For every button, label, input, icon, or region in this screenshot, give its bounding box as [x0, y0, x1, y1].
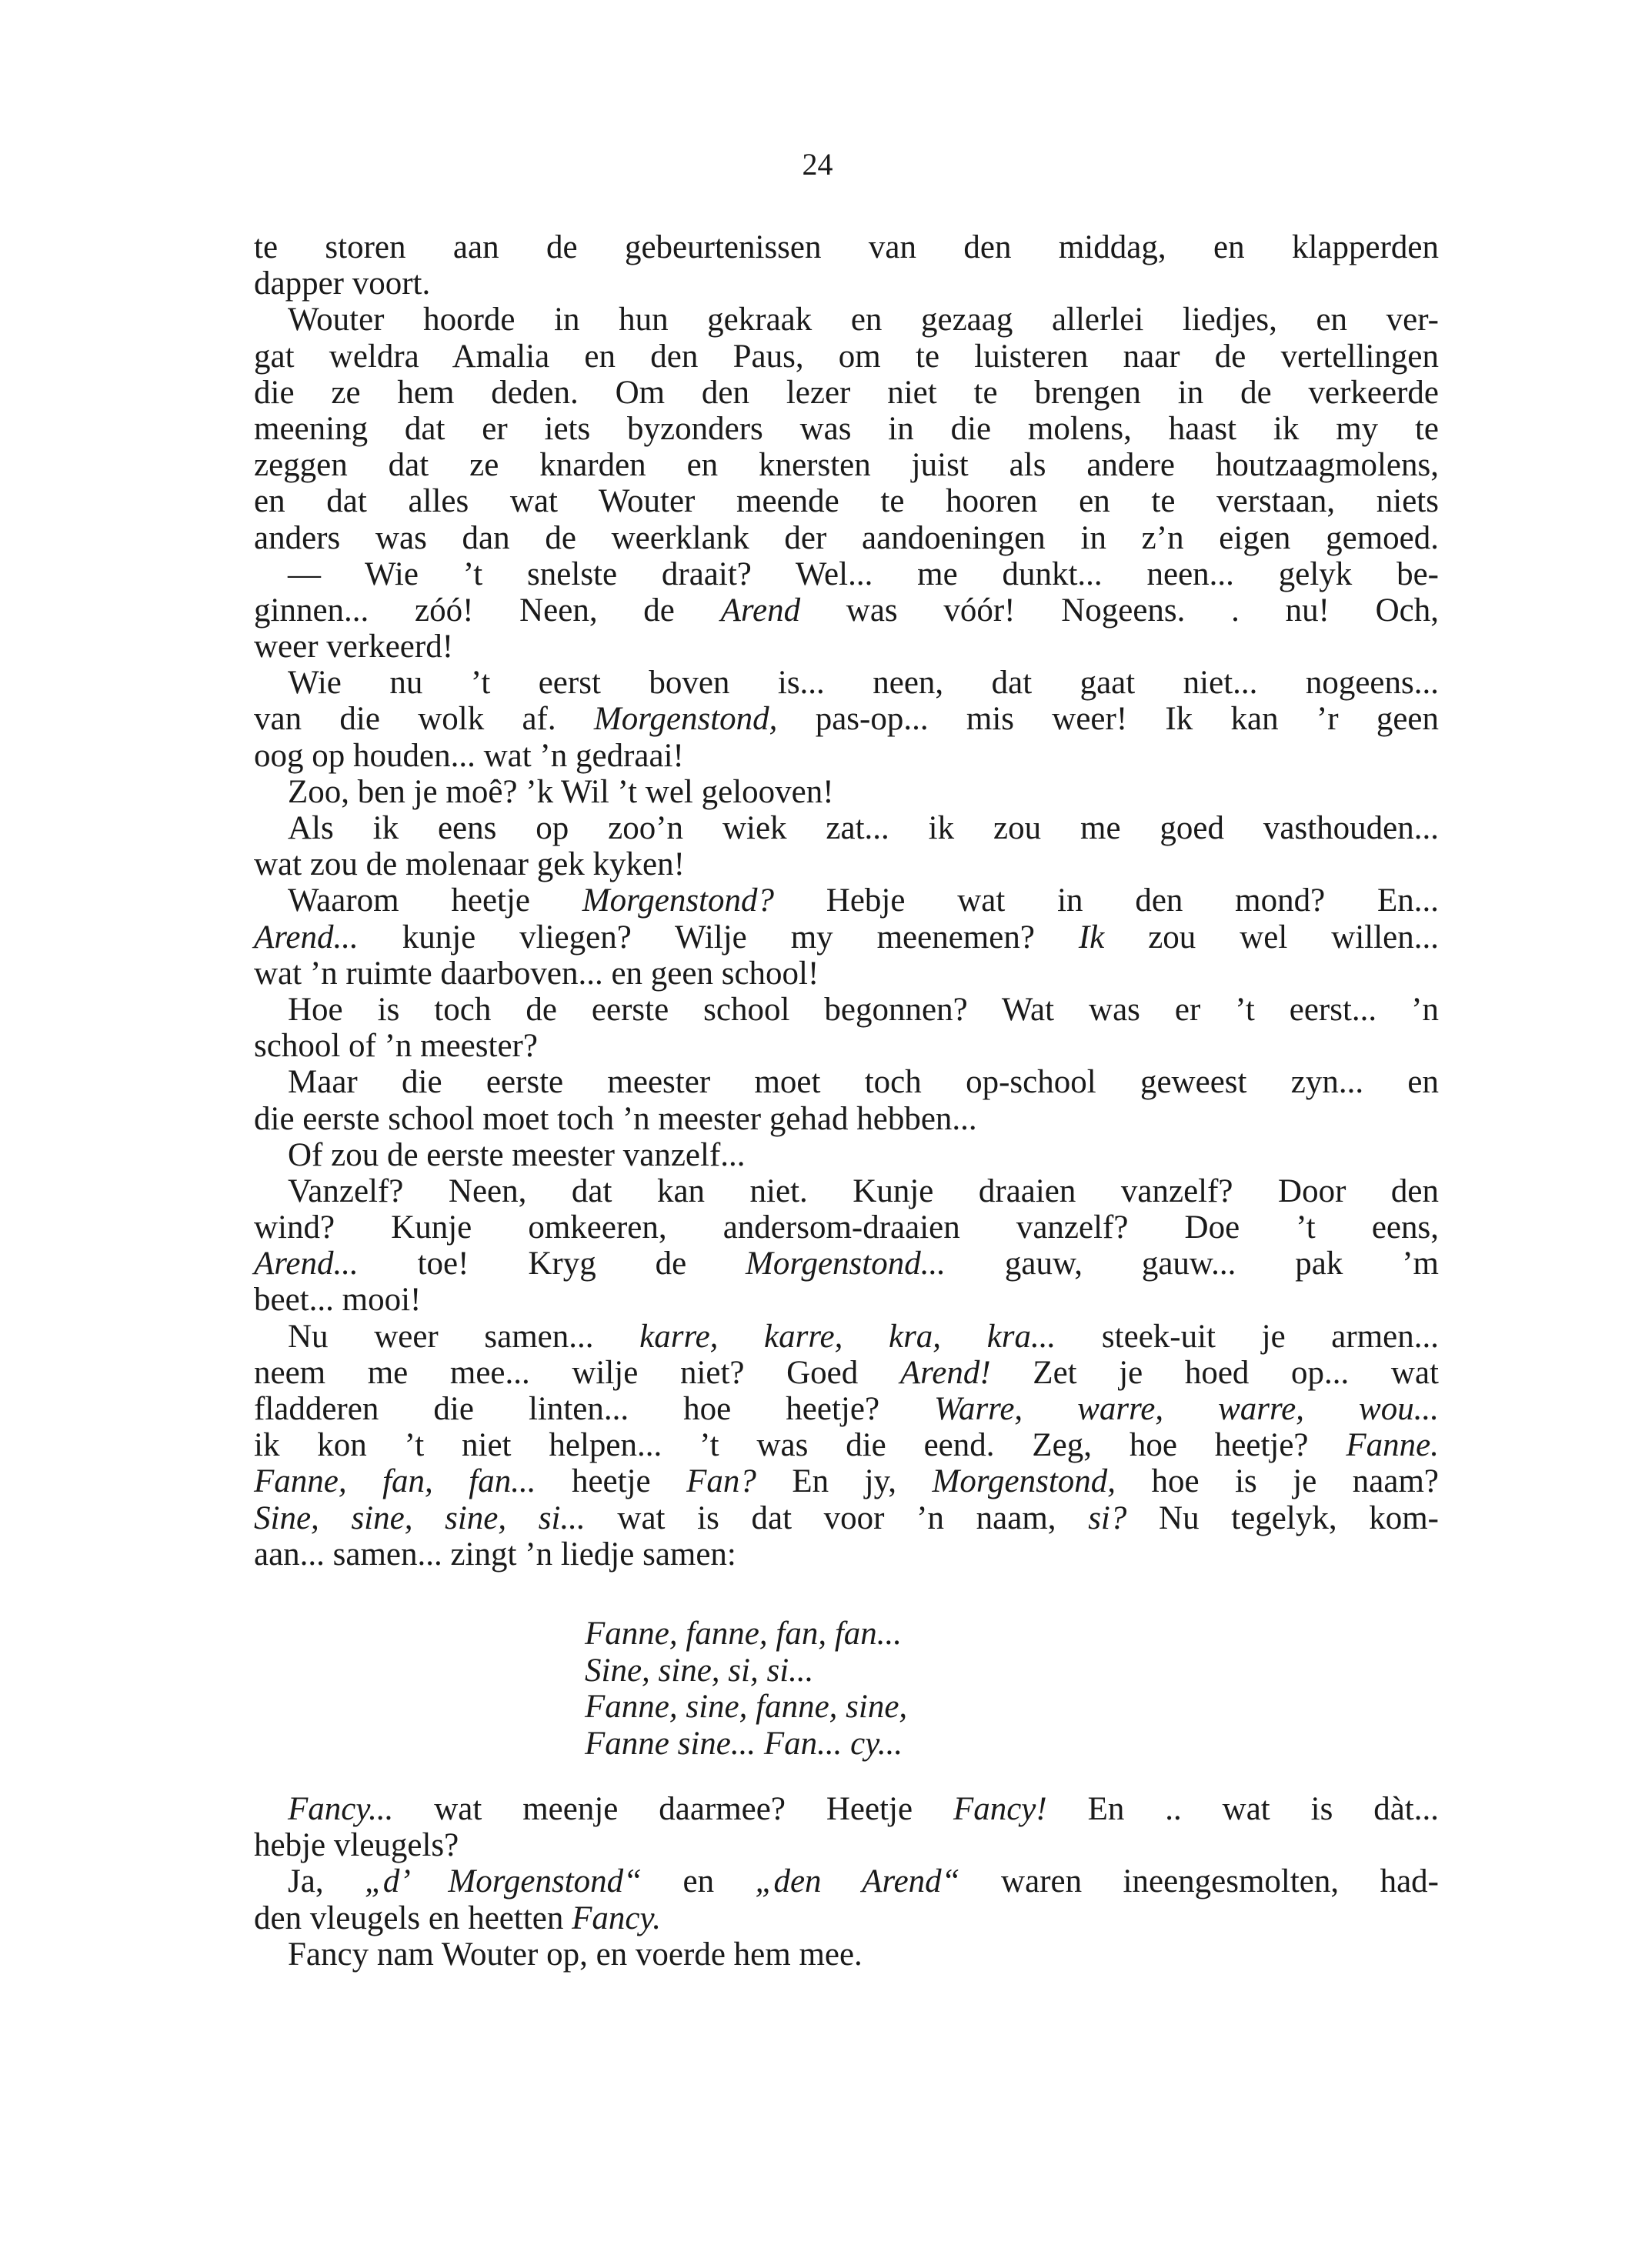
- italic-text: Ik: [1078, 919, 1105, 956]
- italic-text: Fancy.: [572, 1899, 661, 1936]
- song-verse: [585, 1616, 907, 1762]
- italic-text: Fanne, fan, fan...: [254, 1463, 536, 1500]
- text-run: Zoo, ben je moê? ’k Wil ’t wel gelooven!: [288, 773, 834, 810]
- italic-text: Arend...: [254, 919, 359, 956]
- text-line: [254, 629, 1439, 665]
- text-run: fladderen die linten... hoe heetje?: [254, 1391, 935, 1427]
- text-run: weer verkeerd!: [254, 629, 454, 665]
- text-line: [254, 1137, 1439, 1173]
- text-run: anders was dan de weerklank der aandoeningen in z’n eigen gemoed.: [254, 519, 1439, 556]
- text-line: [254, 556, 1439, 592]
- text-line: [254, 302, 1439, 338]
- text-run: Zet je hoed op... wat: [990, 1354, 1439, 1391]
- italic-text: si?: [1088, 1499, 1127, 1536]
- text-run: wind? Kunje omkeeren, andersom-draaien vanzelf? Doe ’t eens,: [254, 1209, 1439, 1246]
- text-run: heetje: [536, 1463, 687, 1500]
- text-run: Wouter hoorde in hun gekraak en gezaag allerlei liedjes, en ver-: [288, 302, 1439, 339]
- italic-text: „den Arend“: [755, 1863, 960, 1900]
- italic-text: Fanne.: [1346, 1427, 1439, 1464]
- text-run: ik kon ’t niet helpen... ’t was die eend. Zeg, hoe heetje?: [254, 1427, 1346, 1464]
- text-run: die eerste school moet toch ’n meester gehad hebben...: [254, 1100, 977, 1137]
- italic-text: Arend!: [899, 1354, 991, 1391]
- text-line: [254, 1900, 1439, 1936]
- text-run: school of ’n meester?: [254, 1028, 538, 1065]
- italic-text: „d’ Morgenstond“: [365, 1863, 642, 1900]
- text-line: [254, 483, 1439, 519]
- text-run: Als ik eens op zoo’n wiek zat... ik zou me goed vasthouden...: [288, 810, 1439, 846]
- text-line: [254, 1064, 1439, 1100]
- text-line: [254, 1791, 1439, 1827]
- text-line: [254, 375, 1439, 411]
- page-number: 24: [802, 147, 833, 182]
- text-line: [254, 1936, 1439, 1973]
- text-run: En .. wat is dàt...: [1046, 1791, 1439, 1827]
- text-line: [254, 774, 1439, 810]
- text-run: — Wie ’t snelste draait? Wel... me dunkt... neen... gelyk be-: [288, 555, 1439, 592]
- italic-text: Sine, sine, sine, si...: [254, 1499, 586, 1536]
- italic-text: karre, karre, kra, kra...: [639, 1318, 1056, 1355]
- text-run: van die wolk af.: [254, 701, 594, 738]
- text-line: [254, 919, 1439, 956]
- text-run: meening dat er iets byzonders was in die molens, haast ik my te: [254, 410, 1439, 447]
- text-line: [254, 665, 1439, 701]
- italic-text: Morgenstond,: [593, 701, 778, 738]
- text-run: Hebje wat in den mond? En...: [774, 882, 1439, 919]
- text-line: [254, 265, 1439, 302]
- text-line: [254, 701, 1439, 737]
- italic-text: Morgenstond...: [746, 1246, 946, 1282]
- text-line: [254, 1500, 1439, 1536]
- italic-text: Fancy...: [288, 1791, 394, 1827]
- text-run: Wie nu ’t eerst boven is... neen, dat gaat niet... nogeens...: [288, 665, 1439, 702]
- text-run: beet... mooi!: [254, 1282, 422, 1319]
- verse-line: Sine, sine, si, si...: [585, 1652, 814, 1689]
- text-run: zeggen dat ze knarden en knersten juist als andere houtzaagmolens,: [254, 447, 1439, 484]
- verse-line: Fanne, sine, fanne, sine,: [585, 1689, 908, 1725]
- text-run: toe! Kryg de: [358, 1246, 746, 1282]
- text-run: aan... samen... zingt ’n liedje samen:: [254, 1536, 736, 1573]
- text-run: oog op houden... wat ’n gedraai!: [254, 737, 684, 774]
- text-line: [254, 1355, 1439, 1391]
- text-line: [254, 520, 1439, 556]
- text-run: Of zou de eerste meester vanzelf...: [288, 1136, 746, 1173]
- text-line: [254, 1209, 1439, 1246]
- text-run: te storen aan de gebeurtenissen van den middag, en klapperden: [254, 229, 1439, 265]
- text-run: Maar die eerste meester moet toch op-school geweest zyn... en: [288, 1064, 1439, 1101]
- text-line: [254, 956, 1439, 992]
- text-run: dapper voort.: [254, 265, 431, 302]
- text-run: en dat alles wat Wouter meende te hooren en te verstaan, niets: [254, 483, 1439, 520]
- text-run: gauw, gauw... pak ’m: [946, 1246, 1439, 1282]
- verse-line: Fanne, fanne, fan, fan...: [585, 1616, 903, 1652]
- text-run: die ze hem deden. Om den lezer niet te brengen in de verkeerde: [254, 374, 1439, 411]
- text-run: waren ineengesmolten, had-: [959, 1863, 1439, 1900]
- text-run: den vleugels en heetten: [254, 1899, 572, 1936]
- text-line: [254, 339, 1439, 375]
- text-run: wat meenje daarmee? Heetje: [393, 1791, 953, 1827]
- text-line: [254, 1391, 1439, 1427]
- text-run: wat ’n ruimte daarboven... en geen school!: [254, 955, 819, 992]
- text-line: [254, 1463, 1439, 1499]
- text-run: Ja,: [288, 1863, 365, 1900]
- text-line: [254, 1101, 1439, 1137]
- text-line: [254, 846, 1439, 882]
- italic-text: Morgenstond?: [582, 882, 775, 919]
- text-run: ginnen... zóó! Neen, de: [254, 592, 721, 629]
- italic-text: Warre, warre, warre, wou...: [934, 1391, 1439, 1427]
- text-line: [254, 1427, 1439, 1463]
- italic-text: Fan?: [686, 1463, 756, 1500]
- verse-line: Fanne sine... Fan... cy...: [585, 1725, 903, 1762]
- italic-text: Arend: [720, 592, 801, 629]
- italic-text: Morgenstond,: [932, 1463, 1116, 1500]
- italic-text: Fancy!: [953, 1791, 1047, 1827]
- text-run: Vanzelf? Neen, dat kan niet. Kunje draaien vanzelf? Door den: [288, 1172, 1439, 1209]
- text-run: pas-op... mis weer! Ik kan ’r geen: [777, 701, 1439, 738]
- italic-text: Arend...: [254, 1246, 359, 1282]
- text-line: [254, 1536, 1439, 1573]
- text-run: hoe is je naam?: [1116, 1463, 1439, 1500]
- text-run: Nu weer samen...: [288, 1318, 640, 1355]
- text-run: gat weldra Amalia en den Paus, om te luisteren naar de vertellingen: [254, 338, 1439, 375]
- text-line: [254, 738, 1439, 774]
- text-run: was vóór! Nogeens. . nu! Och,: [800, 592, 1439, 629]
- text-run: en: [642, 1863, 756, 1900]
- text-run: Waarom heetje: [288, 882, 582, 919]
- body-text: [254, 229, 1439, 1573]
- text-line: [254, 882, 1439, 919]
- closing-text: [254, 1791, 1439, 1973]
- text-line: [254, 992, 1439, 1028]
- text-run: hebje vleugels?: [254, 1827, 459, 1864]
- text-line: [254, 810, 1439, 846]
- text-line: [254, 1173, 1439, 1209]
- text-run: wat is dat voor ’n naam,: [585, 1499, 1089, 1536]
- text-run: kunje vliegen? Wilje my meenemen?: [358, 919, 1079, 956]
- text-run: steek-uit je armen...: [1056, 1318, 1439, 1355]
- text-line: [254, 1827, 1439, 1863]
- text-line: [254, 592, 1439, 629]
- text-line: [254, 1863, 1439, 1899]
- text-run: En jy,: [756, 1463, 933, 1500]
- text-line: [254, 1319, 1439, 1355]
- text-line: [254, 1028, 1439, 1064]
- text-line: [254, 1246, 1439, 1282]
- text-run: zou wel willen...: [1104, 919, 1439, 956]
- text-line: [254, 229, 1439, 265]
- text-line: [254, 411, 1439, 447]
- text-line: [254, 447, 1439, 483]
- text-run: Fancy nam Wouter op, en voerde hem mee.: [288, 1936, 863, 1973]
- text-run: Nu tegelyk, kom-: [1126, 1499, 1439, 1536]
- text-run: wat zou de molenaar gek kyken!: [254, 846, 685, 883]
- text-run: Hoe is toch de eerste school begonnen? Wat was er ’t eerst... ’n: [288, 991, 1439, 1028]
- text-run: neem me mee... wilje niet? Goed: [254, 1354, 900, 1391]
- text-line: [254, 1282, 1439, 1318]
